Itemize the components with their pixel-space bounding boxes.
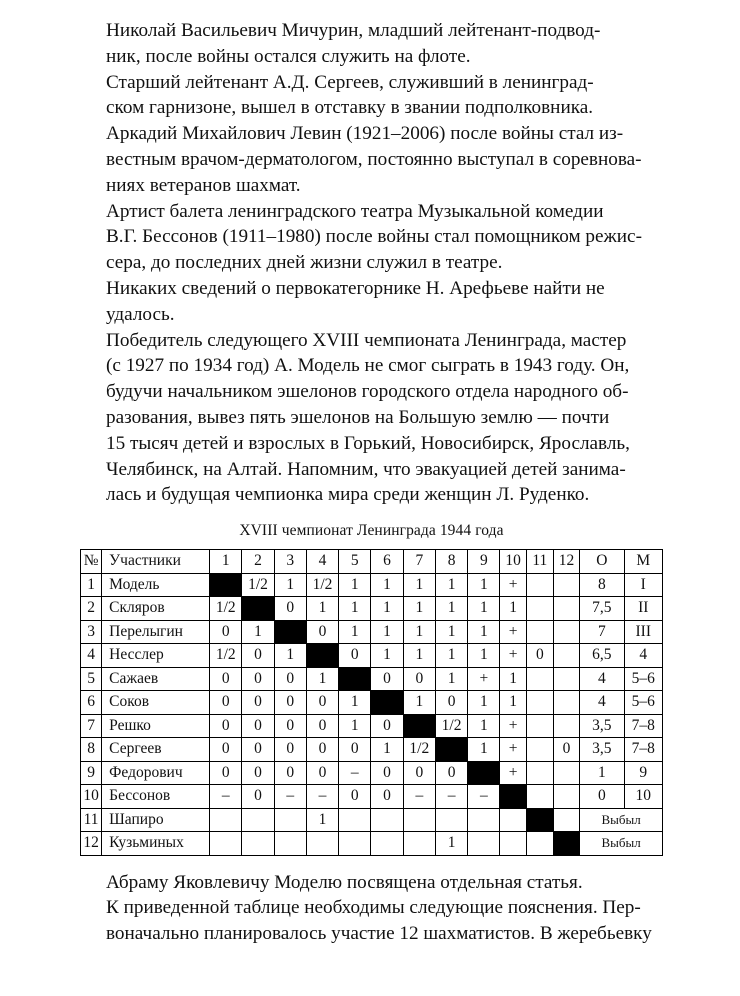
score-cell: 8 <box>580 573 624 597</box>
text-line: Победитель следующего XVIII чемпионата Ленинграда, мастер <box>106 329 627 351</box>
row-number: 11 <box>81 808 102 832</box>
paragraph <box>80 328 663 509</box>
result-cell: 1 <box>403 644 435 668</box>
result-cell: 0 <box>403 667 435 691</box>
diagonal-cell <box>371 691 403 715</box>
text-line: будучи начальником эшелонов городского отдела народного об- <box>106 381 629 403</box>
result-cell: 1 <box>468 691 500 715</box>
player-name: Сажаев <box>102 667 210 691</box>
result-cell: 0 <box>306 738 338 762</box>
table-row <box>81 738 663 762</box>
result-cell <box>553 620 579 644</box>
place-cell: I <box>624 573 662 597</box>
result-cell <box>500 832 526 856</box>
result-cell <box>371 832 403 856</box>
result-cell <box>274 808 306 832</box>
place-cell: 4 <box>624 644 662 668</box>
result-cell: 0 <box>242 785 274 809</box>
result-cell: 0 <box>242 667 274 691</box>
column-header: 9 <box>468 550 500 574</box>
result-cell: 1/2 <box>242 573 274 597</box>
result-cell <box>500 808 526 832</box>
result-cell: 1 <box>403 620 435 644</box>
result-cell: 1 <box>339 691 371 715</box>
result-cell: 1 <box>468 644 500 668</box>
text-block-top <box>80 18 663 508</box>
result-cell: 1 <box>339 714 371 738</box>
result-cell: 1 <box>435 644 467 668</box>
result-cell: 0 <box>371 667 403 691</box>
result-cell <box>526 620 553 644</box>
result-cell: 0 <box>274 738 306 762</box>
score-cell: 1 <box>580 761 624 785</box>
column-header: 7 <box>403 550 435 574</box>
text-line: Артист балета ленинградского театра Музыкальной комедии <box>106 200 604 222</box>
result-cell: – <box>403 785 435 809</box>
result-cell: – <box>274 785 306 809</box>
score-cell: 6,5 <box>580 644 624 668</box>
result-cell: 0 <box>242 714 274 738</box>
player-name: Несслер <box>102 644 210 668</box>
column-header: 3 <box>274 550 306 574</box>
result-cell <box>526 761 553 785</box>
result-cell <box>526 597 553 621</box>
text-line: вестным врачом-дерматологом, постоянно выступал в соревнова- <box>106 148 642 170</box>
table-row <box>81 832 663 856</box>
result-cell: 1 <box>468 573 500 597</box>
row-number: 2 <box>81 597 102 621</box>
text-line: К приведенной таблице необходимы следующие пояснения. Пер- <box>106 897 641 919</box>
result-cell <box>526 738 553 762</box>
result-cell: 0 <box>242 761 274 785</box>
diagonal-cell <box>210 573 242 597</box>
text-line: Николай Васильевич Мичурин, младший лейтенант-подвод- <box>106 20 601 41</box>
result-cell <box>553 785 579 809</box>
result-cell: 0 <box>210 667 242 691</box>
diagonal-cell <box>339 667 371 691</box>
text-line: Аркадий Михайлович Левин (1921–2006) после войны стал из- <box>106 123 624 145</box>
score-cell: 3,5 <box>580 738 624 762</box>
paragraph <box>80 70 663 122</box>
result-cell: 0 <box>553 738 579 762</box>
text-line: разования, вывез пять эшелонов на Большую землю — почти <box>106 406 610 428</box>
text-line: удалось. <box>106 303 175 325</box>
text-line: Челябинск, на Алтай. Напомним, что эвакуацией детей занима- <box>106 458 626 480</box>
result-cell <box>274 832 306 856</box>
player-name: Решко <box>102 714 210 738</box>
table-caption: XVIII чемпионат Ленинграда 1944 года <box>239 522 504 540</box>
text-line: Старший лейтенант А.Д. Сергеев, служивший в ленинград- <box>106 71 594 93</box>
result-cell: 0 <box>371 785 403 809</box>
result-cell: 0 <box>210 738 242 762</box>
result-cell: – <box>435 785 467 809</box>
diagonal-cell <box>274 620 306 644</box>
result-cell <box>242 808 274 832</box>
result-cell <box>553 573 579 597</box>
place-cell: 9 <box>624 761 662 785</box>
table-row <box>81 691 663 715</box>
diagonal-cell <box>435 738 467 762</box>
diagonal-cell <box>500 785 526 809</box>
table-header-row <box>81 550 663 574</box>
result-cell <box>210 832 242 856</box>
paragraph <box>80 895 663 947</box>
result-cell: 0 <box>435 691 467 715</box>
result-cell: 1 <box>339 597 371 621</box>
result-cell: 0 <box>274 597 306 621</box>
result-cell <box>553 761 579 785</box>
player-name: Бессонов <box>102 785 210 809</box>
text-line: ском гарнизоне, вышел в отставку в звании подполковника. <box>106 97 594 119</box>
diagonal-cell <box>403 714 435 738</box>
result-cell: 0 <box>339 738 371 762</box>
result-cell: 1/2 <box>403 738 435 762</box>
score-cell: 4 <box>580 667 624 691</box>
result-cell: 1 <box>500 667 526 691</box>
result-cell: 0 <box>274 667 306 691</box>
result-cell: 1 <box>468 714 500 738</box>
result-cell: 1 <box>435 620 467 644</box>
player-name: Сергеев <box>102 738 210 762</box>
result-cell: 0 <box>339 785 371 809</box>
result-cell: + <box>500 620 526 644</box>
result-cell: 1 <box>371 620 403 644</box>
place-cell: 7–8 <box>624 738 662 762</box>
player-name: Кузьминых <box>102 832 210 856</box>
column-header: 12 <box>553 550 579 574</box>
paragraph <box>80 199 663 276</box>
player-name: Скляров <box>102 597 210 621</box>
result-cell <box>553 644 579 668</box>
book-page <box>80 18 663 947</box>
result-cell: 0 <box>371 761 403 785</box>
tournament-table <box>80 549 663 856</box>
text-line: лась и будущая чемпионка мира среди женщин Л. Руденко. <box>106 484 590 506</box>
table-row <box>81 785 663 809</box>
result-cell: 1/2 <box>435 714 467 738</box>
result-cell: 0 <box>526 644 553 668</box>
text-line: В.Г. Бессонов (1911–1980) после войны стал помощником режис- <box>106 226 642 248</box>
player-name: Перелыгин <box>102 620 210 644</box>
result-cell: – <box>468 785 500 809</box>
result-cell: 1 <box>242 620 274 644</box>
column-header: 10 <box>500 550 526 574</box>
result-cell: 0 <box>306 620 338 644</box>
row-number: 8 <box>81 738 102 762</box>
result-cell: 0 <box>242 738 274 762</box>
withdrawn-note: Выбыл <box>580 808 663 832</box>
result-cell <box>526 714 553 738</box>
result-cell: 0 <box>371 714 403 738</box>
result-cell: + <box>500 738 526 762</box>
result-cell: 1/2 <box>306 573 338 597</box>
result-cell: 0 <box>339 644 371 668</box>
diagonal-cell <box>306 644 338 668</box>
row-number: 10 <box>81 785 102 809</box>
table-row <box>81 667 663 691</box>
result-cell <box>553 667 579 691</box>
result-cell: 0 <box>210 761 242 785</box>
diagonal-cell <box>242 597 274 621</box>
diagonal-cell <box>526 808 553 832</box>
place-cell: 5–6 <box>624 667 662 691</box>
result-cell: – <box>210 785 242 809</box>
result-cell: – <box>339 761 371 785</box>
row-number: 12 <box>81 832 102 856</box>
row-number: 5 <box>81 667 102 691</box>
paragraph <box>80 276 663 328</box>
result-cell: 0 <box>274 761 306 785</box>
result-cell: 1 <box>435 573 467 597</box>
table-row <box>81 761 663 785</box>
text-line: ниях ветеранов шахмат. <box>106 174 301 196</box>
column-header: 6 <box>371 550 403 574</box>
result-cell <box>526 667 553 691</box>
row-number: 6 <box>81 691 102 715</box>
place-cell: II <box>624 597 662 621</box>
result-cell: 1 <box>306 667 338 691</box>
result-cell: 0 <box>210 714 242 738</box>
table-row <box>81 644 663 668</box>
score-cell: 4 <box>580 691 624 715</box>
score-cell: 7 <box>580 620 624 644</box>
result-cell: 1 <box>468 597 500 621</box>
result-cell: 1 <box>435 597 467 621</box>
paragraph <box>80 121 663 198</box>
player-name: Шапиро <box>102 808 210 832</box>
result-cell: 0 <box>403 761 435 785</box>
result-cell <box>553 691 579 715</box>
row-number: 7 <box>81 714 102 738</box>
result-cell <box>526 691 553 715</box>
column-header: 8 <box>435 550 467 574</box>
place-cell: 5–6 <box>624 691 662 715</box>
result-cell: + <box>500 714 526 738</box>
result-cell: 0 <box>274 714 306 738</box>
place-cell: III <box>624 620 662 644</box>
score-cell: 3,5 <box>580 714 624 738</box>
result-cell: 1 <box>403 573 435 597</box>
result-cell: 1 <box>371 573 403 597</box>
text-line: воначально планировалось участие 12 шахматистов. В жеребьевку <box>106 923 652 945</box>
result-cell: + <box>500 761 526 785</box>
result-cell: 1 <box>403 597 435 621</box>
text-line: Никаких сведений о первокатегорнике Н. Арефьеве найти не <box>106 277 605 299</box>
column-header: 1 <box>210 550 242 574</box>
row-number: 3 <box>81 620 102 644</box>
result-cell: 1 <box>274 644 306 668</box>
result-cell: 0 <box>306 761 338 785</box>
result-cell <box>468 832 500 856</box>
table-row <box>81 620 663 644</box>
result-cell: 1 <box>468 620 500 644</box>
result-cell: 0 <box>306 691 338 715</box>
result-cell: 0 <box>306 714 338 738</box>
result-cell: + <box>500 644 526 668</box>
table-row <box>81 808 663 832</box>
result-cell <box>435 808 467 832</box>
result-cell <box>526 785 553 809</box>
table-body <box>81 573 663 855</box>
place-cell: 10 <box>624 785 662 809</box>
result-cell: 1 <box>371 597 403 621</box>
result-cell <box>403 832 435 856</box>
result-cell: 1/2 <box>210 597 242 621</box>
column-header: М <box>624 550 662 574</box>
row-number: 9 <box>81 761 102 785</box>
result-cell <box>339 832 371 856</box>
row-number: 4 <box>81 644 102 668</box>
column-header: О <box>580 550 624 574</box>
column-header: 11 <box>526 550 553 574</box>
result-cell <box>339 808 371 832</box>
result-cell: 1 <box>371 738 403 762</box>
result-cell: 1 <box>500 691 526 715</box>
result-cell: 0 <box>242 691 274 715</box>
column-header: 4 <box>306 550 338 574</box>
text-line: Абраму Яковлевичу Моделю посвящена отдельная статья. <box>106 871 583 893</box>
result-cell: 1 <box>403 691 435 715</box>
result-cell <box>371 808 403 832</box>
result-cell: – <box>306 785 338 809</box>
column-header: Участники <box>102 550 210 574</box>
result-cell: 1 <box>500 597 526 621</box>
result-cell: 1 <box>306 808 338 832</box>
text-block-bottom <box>80 870 663 947</box>
withdrawn-note: Выбыл <box>580 832 663 856</box>
text-line: сера, до последних дней жизни служил в театре. <box>106 252 503 274</box>
result-cell: + <box>500 573 526 597</box>
text-line: 15 тысяч детей и взрослых в Горький, Новосибирск, Ярославль, <box>106 432 630 454</box>
result-cell: + <box>468 667 500 691</box>
column-header: № <box>81 550 102 574</box>
result-cell: 1 <box>435 832 467 856</box>
result-cell <box>468 808 500 832</box>
result-cell <box>210 808 242 832</box>
score-cell: 0 <box>580 785 624 809</box>
result-cell <box>242 832 274 856</box>
result-cell: 0 <box>274 691 306 715</box>
result-cell <box>553 714 579 738</box>
result-cell <box>526 573 553 597</box>
player-name: Соков <box>102 691 210 715</box>
result-cell <box>553 808 579 832</box>
table-row <box>81 597 663 621</box>
result-cell: 1 <box>274 573 306 597</box>
row-number: 1 <box>81 573 102 597</box>
result-cell: 1 <box>371 644 403 668</box>
text-line: ник, после войны остался служить на флоте. <box>106 45 471 67</box>
paragraph <box>80 18 663 70</box>
player-name: Модель <box>102 573 210 597</box>
result-cell <box>306 832 338 856</box>
diagonal-cell <box>553 832 579 856</box>
result-cell: 0 <box>210 691 242 715</box>
result-cell: 1 <box>339 573 371 597</box>
result-cell <box>553 597 579 621</box>
score-cell: 7,5 <box>580 597 624 621</box>
table-row <box>81 573 663 597</box>
text-line: (с 1927 по 1934 год) А. Модель не смог сыграть в 1943 году. Он, <box>106 355 630 377</box>
player-name: Федорович <box>102 761 210 785</box>
result-cell: 0 <box>242 644 274 668</box>
result-cell: 1/2 <box>210 644 242 668</box>
diagonal-cell <box>468 761 500 785</box>
result-cell: 0 <box>435 761 467 785</box>
paragraph <box>80 870 663 896</box>
column-header: 5 <box>339 550 371 574</box>
result-cell: 1 <box>306 597 338 621</box>
place-cell: 7–8 <box>624 714 662 738</box>
result-cell: 1 <box>339 620 371 644</box>
result-cell <box>403 808 435 832</box>
table-row <box>81 714 663 738</box>
result-cell: 0 <box>210 620 242 644</box>
result-cell: 1 <box>435 667 467 691</box>
column-header: 2 <box>242 550 274 574</box>
result-cell <box>526 832 553 856</box>
result-cell: 1 <box>468 738 500 762</box>
